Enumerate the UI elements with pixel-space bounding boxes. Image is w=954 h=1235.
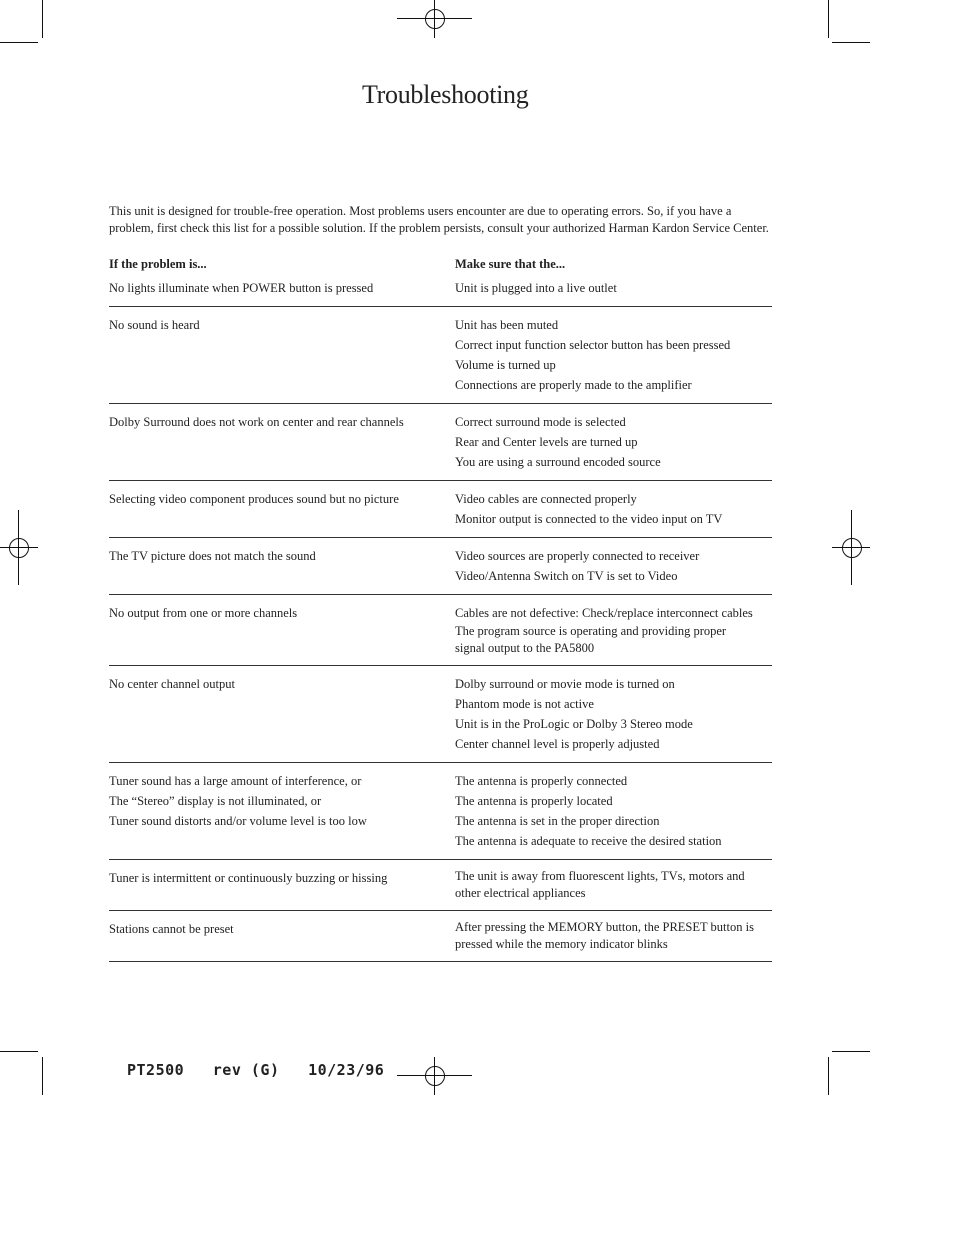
solution-cell	[455, 489, 772, 529]
solution-text: Connections are properly made to the amplifier	[455, 378, 692, 392]
solution-text: Video sources are properly connected to receiver	[455, 549, 700, 563]
problem-cell	[109, 278, 455, 298]
table-row	[109, 274, 772, 307]
solution-column-header: Make sure that the...	[455, 256, 566, 271]
solution-text: Video/Antenna Switch on TV is set to Video	[455, 569, 678, 583]
problem-cell	[109, 868, 455, 902]
solution-text: The antenna is properly connected	[455, 774, 628, 788]
problem-text: No center channel output	[109, 677, 235, 691]
problem-cell	[109, 771, 455, 851]
crop-mark-top-left-v	[42, 0, 43, 38]
problem-text: Tuner sound distorts and/or volume level is too low	[109, 814, 367, 828]
problem-cell	[109, 489, 455, 529]
solution-text: Correct surround mode is selected	[455, 415, 626, 429]
table-body	[109, 274, 772, 962]
table-row	[109, 666, 772, 763]
solution-cell	[455, 546, 772, 586]
problem-column-header: If the problem is...	[109, 256, 207, 271]
solution-text: Rear and Center levels are turned up	[455, 435, 638, 449]
page-footer: PT2500 rev (G) 10/23/96	[127, 1061, 385, 1079]
solution-text: The antenna is adequate to receive the desired station	[455, 834, 722, 848]
problem-cell	[109, 919, 455, 953]
problem-text: Tuner is intermittent or continuously buzzing or hissing	[109, 871, 388, 885]
solution-cell	[455, 919, 772, 953]
problem-text: Dolby Surround does not work on center and rear channels	[109, 415, 404, 429]
solution-cell	[455, 674, 772, 754]
table-row	[109, 538, 772, 595]
problem-cell	[109, 315, 455, 395]
solution-cell	[455, 771, 772, 851]
solution-text: After pressing the MEMORY button, the PRESET button is pressed while the memory indicator blinks	[455, 920, 754, 951]
crop-mark-bottom-left-v	[42, 1057, 43, 1095]
crop-mark-bottom-right-h	[832, 1051, 870, 1052]
crop-mark-top-right-h	[832, 42, 870, 43]
problem-text: Selecting video component produces sound but no picture	[109, 492, 399, 506]
solution-cell	[455, 412, 772, 472]
solution-text: The unit is away from fluorescent lights, TVs, motors and other electrical appliances	[455, 869, 745, 900]
solution-cell	[455, 315, 772, 395]
table-row	[109, 307, 772, 404]
table-row	[109, 860, 772, 911]
problem-cell	[109, 546, 455, 586]
problem-text: The TV picture does not match the sound	[109, 549, 316, 563]
solution-text: The program source is operating and providing proper signal output to the PA5800	[455, 624, 727, 655]
solution-text: Volume is turned up	[455, 358, 556, 372]
page-title: Troubleshooting	[362, 80, 529, 109]
solution-cell	[455, 603, 772, 657]
solution-text: Cables are not defective: Check/replace interconnect cables	[455, 606, 753, 620]
table-row	[109, 763, 772, 860]
problem-text: The “Stereo” display is not illuminated, or	[109, 794, 322, 808]
table-row	[109, 911, 772, 962]
solution-text: Monitor output is connected to the video input on TV	[455, 512, 723, 526]
problem-cell	[109, 603, 455, 657]
solution-text: The antenna is set in the proper direction	[455, 814, 660, 828]
intro-paragraph: This unit is designed for trouble-free operation. Most problems users encounter are due to operating errors. So, if you have a problem, first check this list for a possible solution. If the problem persists, consult your authorized Harman Kardon Service Center.	[109, 204, 769, 235]
solution-cell	[455, 278, 772, 298]
solution-cell	[455, 868, 772, 902]
crop-mark-top-right-v	[828, 0, 829, 38]
table-row	[109, 481, 772, 538]
solution-text: Correct input function selector button has been pressed	[455, 338, 731, 352]
problem-text: No output from one or more channels	[109, 606, 298, 620]
solution-text: Center channel level is properly adjusted	[455, 737, 660, 751]
problem-cell	[109, 674, 455, 754]
solution-text: Dolby surround or movie mode is turned on	[455, 677, 675, 691]
troubleshooting-table	[109, 254, 772, 962]
problem-text: Stations cannot be preset	[109, 922, 234, 936]
problem-cell	[109, 412, 455, 472]
table-row	[109, 404, 772, 481]
problem-text: No lights illuminate when POWER button is pressed	[109, 281, 374, 295]
solution-text: The antenna is properly located	[455, 794, 613, 808]
solution-text: Phantom mode is not active	[455, 697, 594, 711]
table-header	[109, 254, 772, 274]
problem-text: Tuner sound has a large amount of interference, or	[109, 774, 362, 788]
problem-text: No sound is heard	[109, 318, 200, 332]
solution-text: Unit is plugged into a live outlet	[455, 281, 617, 295]
solution-text: Unit is in the ProLogic or Dolby 3 Stereo mode	[455, 717, 693, 731]
table-row	[109, 595, 772, 666]
crop-mark-bottom-right-v	[828, 1057, 829, 1095]
solution-text: You are using a surround encoded source	[455, 455, 661, 469]
solution-text: Unit has been muted	[455, 318, 559, 332]
solution-text: Video cables are connected properly	[455, 492, 637, 506]
crop-mark-top-left-h	[0, 42, 38, 43]
crop-mark-bottom-left-h	[0, 1051, 38, 1052]
